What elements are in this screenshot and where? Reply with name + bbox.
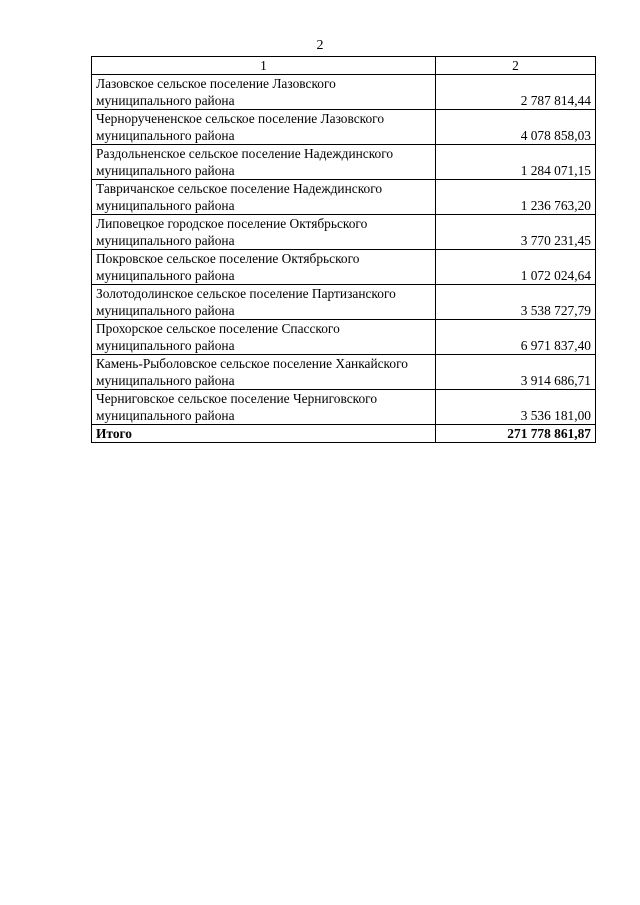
- column-header-1: 1: [92, 57, 436, 75]
- settlement-amount: 3 536 181,00: [436, 390, 596, 425]
- settlement-name: Камень-Рыболовское сельское поселение Ханкайского муниципального района: [92, 355, 436, 390]
- table-row: [92, 145, 596, 180]
- settlement-name: Лазовское сельское поселение Лазовского муниципального района: [92, 75, 436, 110]
- table-row: [92, 285, 596, 320]
- page-number: 2: [316, 38, 324, 53]
- settlement-name: Черноручененское сельское поселение Лазовского муниципального района: [92, 110, 436, 145]
- settlement-amount: 6 971 837,40: [436, 320, 596, 355]
- settlement-name: Тавричанское сельское поселение Надеждинского муниципального района: [92, 180, 436, 215]
- settlement-amount: 1 236 763,20: [436, 180, 596, 215]
- total-row: [92, 425, 596, 443]
- total-label: Итого: [92, 425, 436, 443]
- settlement-name: Черниговское сельское поселение Черниговского муниципального района: [92, 390, 436, 425]
- settlement-amount: 3 770 231,45: [436, 215, 596, 250]
- settlement-amount: 3 538 727,79: [436, 285, 596, 320]
- settlement-amount: 1 284 071,15: [436, 145, 596, 180]
- settlement-name: Прохорское сельское поселение Спасского муниципального района: [92, 320, 436, 355]
- settlement-name: Золотодолинское сельское поселение Партизанского муниципального района: [92, 285, 436, 320]
- settlements-table: [91, 56, 596, 443]
- settlement-name: Липовецкое городское поселение Октябрьского муниципального района: [92, 215, 436, 250]
- settlement-name: Покровское сельское поселение Октябрьского муниципального района: [92, 250, 436, 285]
- table-row: [92, 250, 596, 285]
- settlement-amount: 4 078 858,03: [436, 110, 596, 145]
- table-row: [92, 215, 596, 250]
- table-row: [92, 320, 596, 355]
- table-header-row: [92, 57, 596, 75]
- table-row: [92, 180, 596, 215]
- table-row: [92, 355, 596, 390]
- table-row: [92, 390, 596, 425]
- settlement-amount: 3 914 686,71: [436, 355, 596, 390]
- total-amount: 271 778 861,87: [436, 425, 596, 443]
- settlement-amount: 1 072 024,64: [436, 250, 596, 285]
- table-row: [92, 110, 596, 145]
- column-header-2: 2: [436, 57, 596, 75]
- settlement-name: Раздольненское сельское поселение Надеждинского муниципального района: [92, 145, 436, 180]
- table-row: [92, 75, 596, 110]
- settlement-amount: 2 787 814,44: [436, 75, 596, 110]
